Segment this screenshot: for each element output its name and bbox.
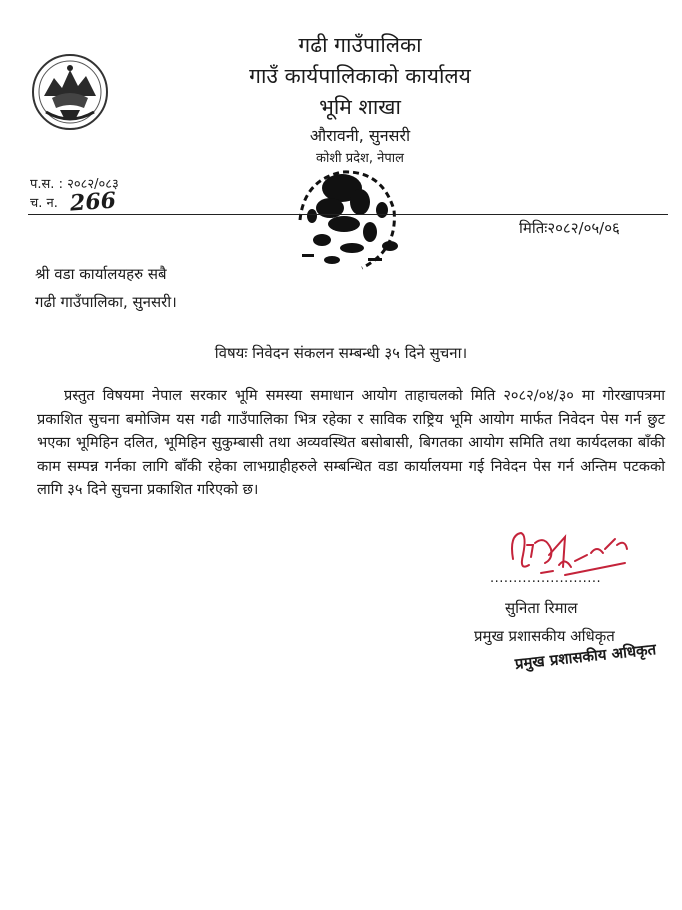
municipality-name: गढी गाउँपालिका: [298, 33, 422, 57]
designation-stamp: प्रमुख प्रशासकीय अधिकृत: [514, 640, 657, 673]
addressee-line-2: गढी गाउँपालिका, सुनसरी।: [35, 293, 177, 311]
letter-body: प्रस्तुत विषयमा नेपाल सरकार भूमि समस्या समाधान आयोग ताहाचलको मिति २०८२/०४/३० मा गोरखापत्रमा प्रकाशित सुचना बमोजिम यस गढी गाउँपालिका भित्र रहेका र साविक राष्ट्रिय भूमि आयोग मार्फत निवेदन पेस गर्न छुट भएका भूमिहिन दलित, भूमिहिन सुकुम्बासी तथा अव्यवस्थित बसोबासी, बिगतका आयोग समिति तथा कार्यदलका बाँकी काम सम्पन्न गर्नका लागि बाँकी रहेका लाभग्राहीहरुले सम्बन्धित वडा कार्यालयमा गई निवेदन पेस गर्न अन्तिम पटकको लागि ३५ दिने सुचना प्रकाशित गरिएको छ।: [37, 387, 666, 499]
office-location: औरावनी, सुनसरी: [309, 126, 411, 145]
addressee-line-1: श्री वडा कार्यालयहरु सबै: [35, 265, 167, 283]
letter-date: मितिः२०८२/०५/०६: [519, 219, 620, 237]
signatory-name: सुनिता रिमाल: [505, 599, 578, 617]
dispatch-number-handwritten: 266: [69, 187, 117, 217]
dispatch-number-label: च. न.: [30, 196, 58, 211]
office-name: गाउँ कार्यपालिकाको कार्यालय: [249, 64, 471, 88]
signature-line: ........................: [490, 571, 602, 586]
reference-number: प.स. : २०८२/०८३: [30, 177, 119, 192]
letter-subject: विषयः निवेदन संकलन सम्बन्धी ३५ दिने सुचना।: [214, 344, 468, 362]
header-divider: [28, 214, 668, 215]
signatory-title: प्रमुख प्रशासकीय अधिकृत: [474, 627, 615, 645]
office-seal-stamp: [282, 150, 412, 275]
nepal-government-emblem: [30, 52, 110, 132]
province-country: कोशी प्रदेश, नेपाल: [316, 151, 404, 166]
section-name: भूमि शाखा: [319, 95, 401, 119]
